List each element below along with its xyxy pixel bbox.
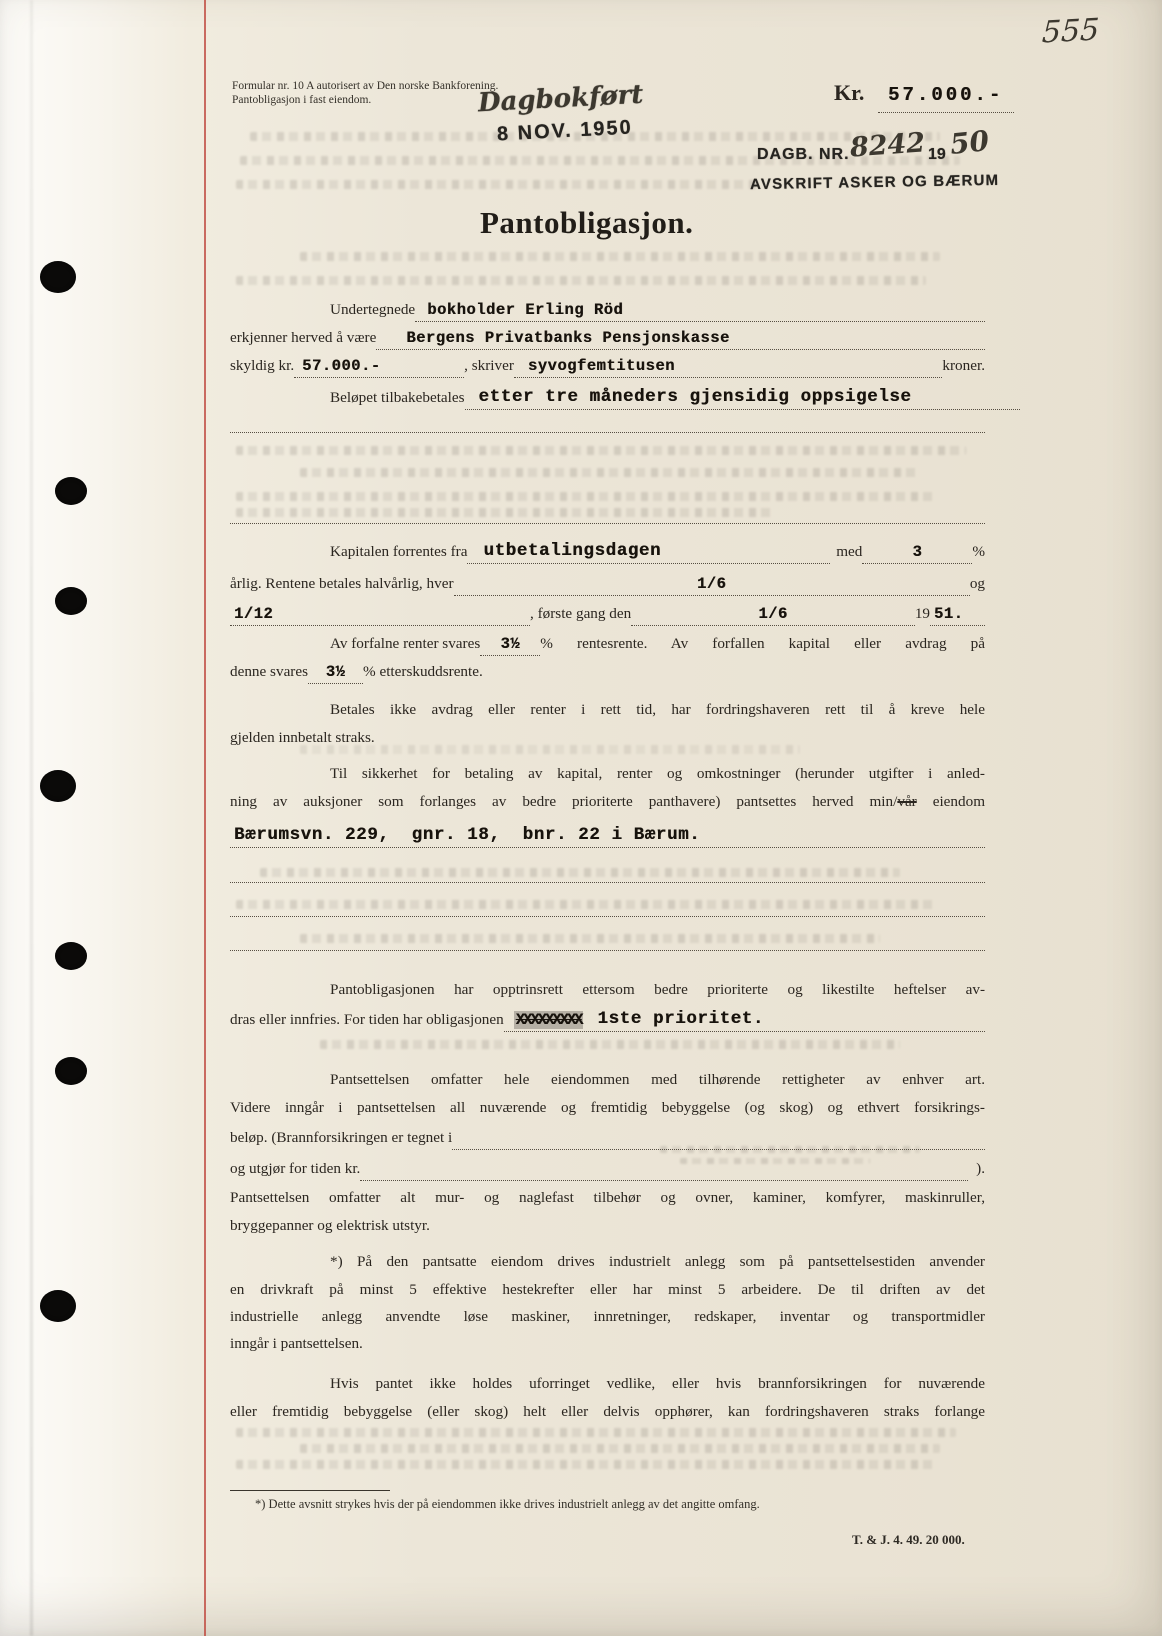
property-fill	[230, 825, 985, 848]
handwritten-page-number: 555	[1041, 12, 1101, 51]
field-interest-from	[330, 538, 985, 564]
amount-underline	[878, 112, 1014, 113]
margin-line	[204, 0, 206, 1636]
fixtures-line1: Pantsettelsen omfatter alt mur- og naglefast tilbehør og ovner, kaminer, komfyrer, maskinruller,	[230, 1189, 985, 1206]
security-clause-line2	[230, 790, 985, 814]
penalty1-fill	[480, 635, 540, 656]
punch-hole	[40, 261, 76, 293]
percent-sign: %	[972, 543, 985, 560]
penalty2-fill	[308, 663, 363, 684]
bleed-through	[300, 1444, 940, 1453]
punch-hole	[40, 770, 76, 802]
penalty1-value: 3½	[500, 635, 521, 653]
punch-hole	[55, 587, 87, 615]
amount-owed-value: 57.000.-	[302, 357, 381, 375]
bleed-through	[236, 492, 936, 501]
bleed-through	[260, 868, 900, 877]
form-note-line2: Pantobligasjon i fast eiendom.	[232, 94, 372, 106]
interest-from-value: utbetalingsdagen	[483, 541, 662, 561]
bleed-through	[300, 252, 940, 261]
journal-number-label: DAGB. NR.	[757, 146, 850, 163]
penalty2-value: 3½	[325, 663, 346, 681]
insurance-close-paren: ).	[976, 1160, 985, 1177]
bleed-through	[320, 1040, 900, 1049]
field-interest-terms	[230, 570, 985, 596]
security-clause-line1: Til sikkerhet for betaling av kapital, renter og omkostninger (herunder utgifter i anled-	[330, 765, 985, 782]
interest-rate-value: 3	[912, 543, 923, 561]
blank-line	[230, 882, 985, 883]
maintenance-line2: eller fremtidig bebyggelse (eller skog) helt eller delvis opphører, kan fordringshaveren straks forlange	[230, 1403, 985, 1420]
penalty1-suffix: % rentesrente. Av forfallen kapital eller avdrag på	[540, 635, 985, 652]
document-title: Pantobligasjon.	[480, 205, 694, 240]
amount-label: Kr.	[834, 80, 865, 105]
penalty2-suffix: % etterskuddsrente.	[363, 663, 483, 680]
bleed-through	[236, 180, 756, 189]
overstruck-text: XXXXXXXXX	[515, 1011, 582, 1029]
insurance-label: beløp. (Brannforsikringen er tegnet i	[230, 1129, 453, 1146]
security-text-a: ning av auksjoner som forlanges av bedre prioriterte panthavere) pantsettes herved min/	[230, 793, 898, 810]
punch-hole	[55, 942, 87, 970]
maintenance-line1: Hvis pantet ikke holdes uforringet vedlike, eller hvis brannforsikringen for nuværende	[330, 1375, 985, 1392]
industry-line2: en drivkraft på minst 5 effektive hestekrefter eller har minst 5 arbeidere. De til driften av det	[230, 1281, 985, 1298]
creditor-fill	[376, 329, 985, 350]
repay-fill	[465, 387, 1020, 410]
security-text-b: eiendom	[916, 793, 986, 810]
scope-line2: Videre inngår i pantsettelsen all nuværende og fremtidig bebyggelse (og skog) og ethvert forsikrings-	[230, 1099, 985, 1116]
penalty1-label: Av forfalne renter svares	[330, 635, 481, 652]
interest-and-label: og	[969, 575, 985, 592]
priority-clause-line1: Pantobligasjonen har opptrinsrett ettersom bedre prioriterte og likestilte heftelser av-	[330, 981, 985, 998]
security-struck-word: vår	[897, 793, 917, 810]
blank-line	[230, 950, 985, 951]
interest-date2-fill	[230, 605, 530, 626]
amount-mid-label: , skriver	[464, 357, 514, 374]
industry-line1: *) På den pantsatte eiendom drives industrielt anlegg som på pantsettelsestiden anvender	[330, 1253, 985, 1270]
priority-value: 1ste prioritet.	[597, 1009, 764, 1029]
dagbokfort-stamp: Dagbokført	[477, 79, 645, 119]
priority-clause-line2: dras eller innfries. For tiden har obligasjonen	[230, 1011, 504, 1028]
property-value: Bærumsvn. 229, gnr. 18, bnr. 22 i Bærum.	[234, 825, 701, 845]
insurance-amount-fill	[360, 1180, 968, 1181]
industry-line3: industrielle anlegg anvendte løse maskiner, innretninger, redskaper, inventar og transportmidler	[230, 1308, 985, 1325]
journal-number-handwritten: 8242	[849, 127, 927, 164]
interest-date1-fill	[454, 575, 970, 596]
field-penalty2	[230, 658, 985, 684]
field-insurance-amount	[230, 1155, 985, 1181]
amount-suffix-label: kroner.	[942, 357, 985, 374]
field-insurance	[230, 1124, 985, 1150]
priority-struck-text	[504, 1011, 584, 1031]
repay-label: Beløpet tilbakebetales	[330, 389, 465, 406]
insurance-fill	[452, 1149, 985, 1150]
amount-words-fill	[514, 357, 942, 378]
interest-terms-label: årlig. Rentene betales halvårlig, hver	[230, 575, 454, 592]
blank-line	[230, 916, 985, 917]
scope-line1: Pantsettelsen omfatter hele eiendommen med tilhørende rettigheter av enhver art.	[330, 1071, 985, 1088]
creditor-label: erkjenner herved å være	[230, 329, 377, 346]
field-penalty1	[330, 630, 985, 656]
journal-year-handwritten: 50	[948, 124, 991, 161]
field-creditor	[230, 324, 985, 350]
year-printed-label: 19	[914, 605, 930, 622]
transcript-stamp: AVSKRIFT ASKER OG BÆRUM	[749, 171, 1000, 194]
punch-hole	[55, 477, 87, 505]
interest-from-label: Kapitalen forrentes fra	[330, 543, 468, 560]
interest-rate-fill	[862, 543, 972, 564]
interest-date1-value: 1/6	[696, 575, 727, 593]
footnote-text: *) Dette avsnitt strykes hvis der på eiendommen ikke drives industrielt anlegg av det angitte omfang.	[255, 1497, 760, 1511]
field-interest-first	[230, 600, 985, 626]
interest-first-fill	[631, 605, 915, 626]
field-amount	[230, 352, 985, 378]
journal-year-printed: 19	[928, 146, 946, 163]
bleed-through	[236, 900, 936, 909]
debtor-label: Undertegnede	[330, 301, 416, 318]
bleed-through	[236, 508, 776, 517]
industry-line4: inngår i pantsettelsen.	[230, 1335, 363, 1352]
field-property	[230, 822, 985, 848]
bleed-through	[236, 276, 926, 285]
interest-first-label: , første gang den	[530, 605, 632, 622]
default-clause-line2: gjelden innbetalt straks.	[230, 729, 375, 746]
form-note-line1: Formular nr. 10 A autorisert av Den norske Bankforening.	[232, 80, 499, 92]
bleed-through	[236, 1460, 936, 1469]
amount-words-value: syvogfemtitusen	[527, 357, 675, 375]
amount-owed-fill	[294, 357, 464, 378]
punch-hole	[40, 1290, 76, 1322]
bleed-through	[300, 468, 920, 477]
penalty2-label: denne svares	[230, 663, 309, 680]
paper-crease	[30, 0, 33, 1636]
blank-line	[230, 432, 985, 433]
interest-from-fill	[467, 541, 830, 564]
year-fill	[930, 605, 985, 626]
fixtures-line2: bryggepanner og elektrisk utstyr.	[230, 1217, 430, 1234]
interest-date2-value: 1/12	[234, 605, 274, 623]
insurance-amount-label: og utgjør for tiden kr.	[230, 1160, 361, 1177]
repay-value: etter tre måneders gjensidig oppsigelse	[478, 387, 912, 407]
dagbokfort-date-stamp: 8 NOV. 1950	[496, 116, 634, 146]
bleed-through	[300, 934, 880, 943]
bleed-through	[236, 446, 966, 455]
field-debtor	[330, 296, 985, 322]
field-priority	[230, 1006, 985, 1032]
blank-line	[230, 523, 985, 524]
punch-hole	[55, 1057, 87, 1085]
field-repayment	[330, 384, 1020, 410]
year-value: 51.	[934, 605, 964, 623]
creditor-value: Bergens Privatbanks Pensjonskasse	[406, 329, 730, 347]
priority-fill	[504, 1009, 985, 1032]
printer-code: T. & J. 4. 49. 20 000.	[852, 1532, 965, 1547]
amount-owed-label: skyldig kr.	[230, 357, 295, 374]
debtor-fill	[415, 301, 985, 322]
footnote-rule	[230, 1490, 390, 1491]
default-clause-line1: Betales ikke avdrag eller renter i rett tid, har fordringshaveren rett til å kreve hele	[330, 701, 985, 718]
amount-value: 57.000.-	[888, 84, 1004, 106]
interest-with-label: med	[836, 543, 863, 560]
bleed-through	[236, 1428, 956, 1437]
debtor-value: bokholder Erling Röd	[427, 301, 624, 319]
interest-first-value: 1/6	[758, 605, 788, 623]
